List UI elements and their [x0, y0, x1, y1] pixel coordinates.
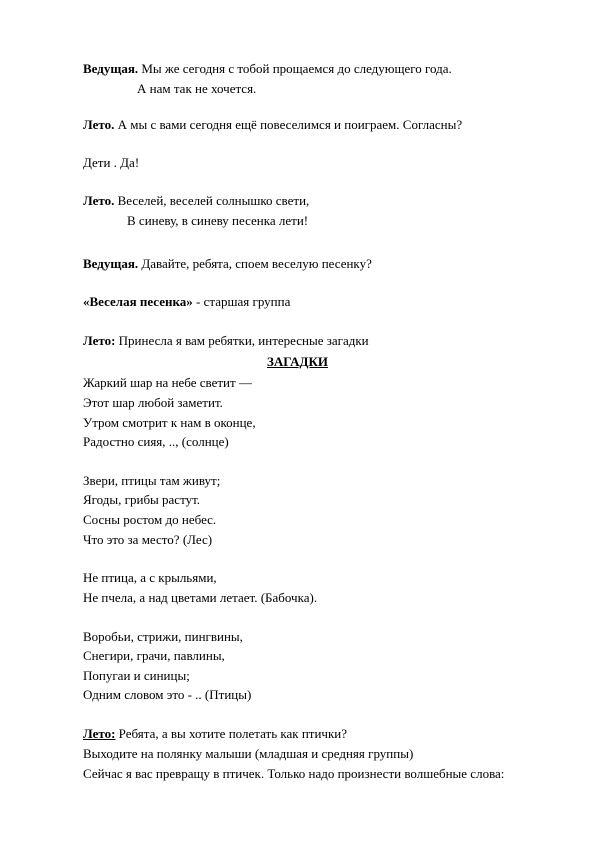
line-text: А нам так не хочется. — [137, 81, 257, 96]
riddle-line: Не пчела, а над цветами летает. (Бабочка). — [83, 590, 318, 605]
section-heading: ЗАГАДКИ — [267, 354, 328, 369]
script-line — [83, 333, 369, 349]
riddle-line: Воробьи, стрижи, пингвины, — [83, 629, 243, 644]
riddle-line: Утром смотрит к нам в оконце, — [83, 415, 256, 430]
script-line — [137, 81, 256, 97]
line-text: - старшая группа — [192, 294, 291, 309]
riddle-line: Радостно сияя, .., (солнце) — [83, 434, 229, 449]
script-line — [83, 61, 452, 77]
riddle-line: Ягоды, грибы растут. — [83, 492, 201, 507]
riddle-line: Что это за место? (Лес) — [83, 532, 213, 547]
script-line — [83, 294, 290, 310]
riddle-line: Этот шар любой заметит. — [83, 395, 223, 410]
script-line — [127, 213, 308, 229]
line-text: Выходите на полянку малыши (младшая и средняя группы) — [83, 746, 414, 761]
script-line — [83, 766, 504, 782]
line-text: Ребята, а вы хотите полетать как птички? — [115, 726, 348, 741]
speaker-label: Лето. — [83, 117, 115, 132]
riddle-line: Не птица, а с крыльями, — [83, 570, 217, 585]
speaker-label: Лето: — [83, 333, 116, 348]
line-text: Сейчас я вас превращу в птичек. Только надо произнести волшебные слова: — [83, 766, 505, 781]
script-line — [83, 256, 372, 272]
script-line — [83, 117, 462, 133]
script-line — [83, 193, 309, 209]
line-text: Давайте, ребята, споем веселую песенку? — [138, 256, 372, 271]
line-text: Веселей, веселей солнышко свети, — [114, 193, 310, 208]
riddle-line: Звери, птицы там живут; — [83, 473, 221, 488]
riddle-line: Сосны ростом до небес. — [83, 512, 217, 527]
script-line — [83, 746, 413, 762]
riddle-line: Попугаи и синицы; — [83, 668, 190, 683]
speaker-label: Ведущая. — [83, 61, 139, 76]
script-line — [83, 726, 347, 742]
speaker-label: Лето: — [83, 726, 116, 741]
script-line — [83, 155, 139, 171]
line-text: Дети . Да! — [83, 155, 140, 170]
song-title: «Веселая песенка» — [83, 294, 193, 309]
riddle-line: Снегири, грачи, павлины, — [83, 648, 225, 663]
speaker-label: Лето. — [83, 193, 115, 208]
line-text: Мы же сегодня с тобой прощаемся до следующего года. — [138, 61, 452, 76]
line-text: А мы с вами сегодня ещё повеселимся и поиграем. Согласны? — [114, 117, 463, 132]
line-text: В синеву, в синеву песенка лети! — [127, 213, 309, 228]
riddle-line: Одним словом это - .. (Птицы) — [83, 687, 252, 702]
speaker-label: Ведущая. — [83, 256, 139, 271]
line-text: Принесла я вам ребятки, интересные загадки — [115, 333, 369, 348]
riddle-line: Жаркий шар на небе светит — — [83, 375, 252, 390]
